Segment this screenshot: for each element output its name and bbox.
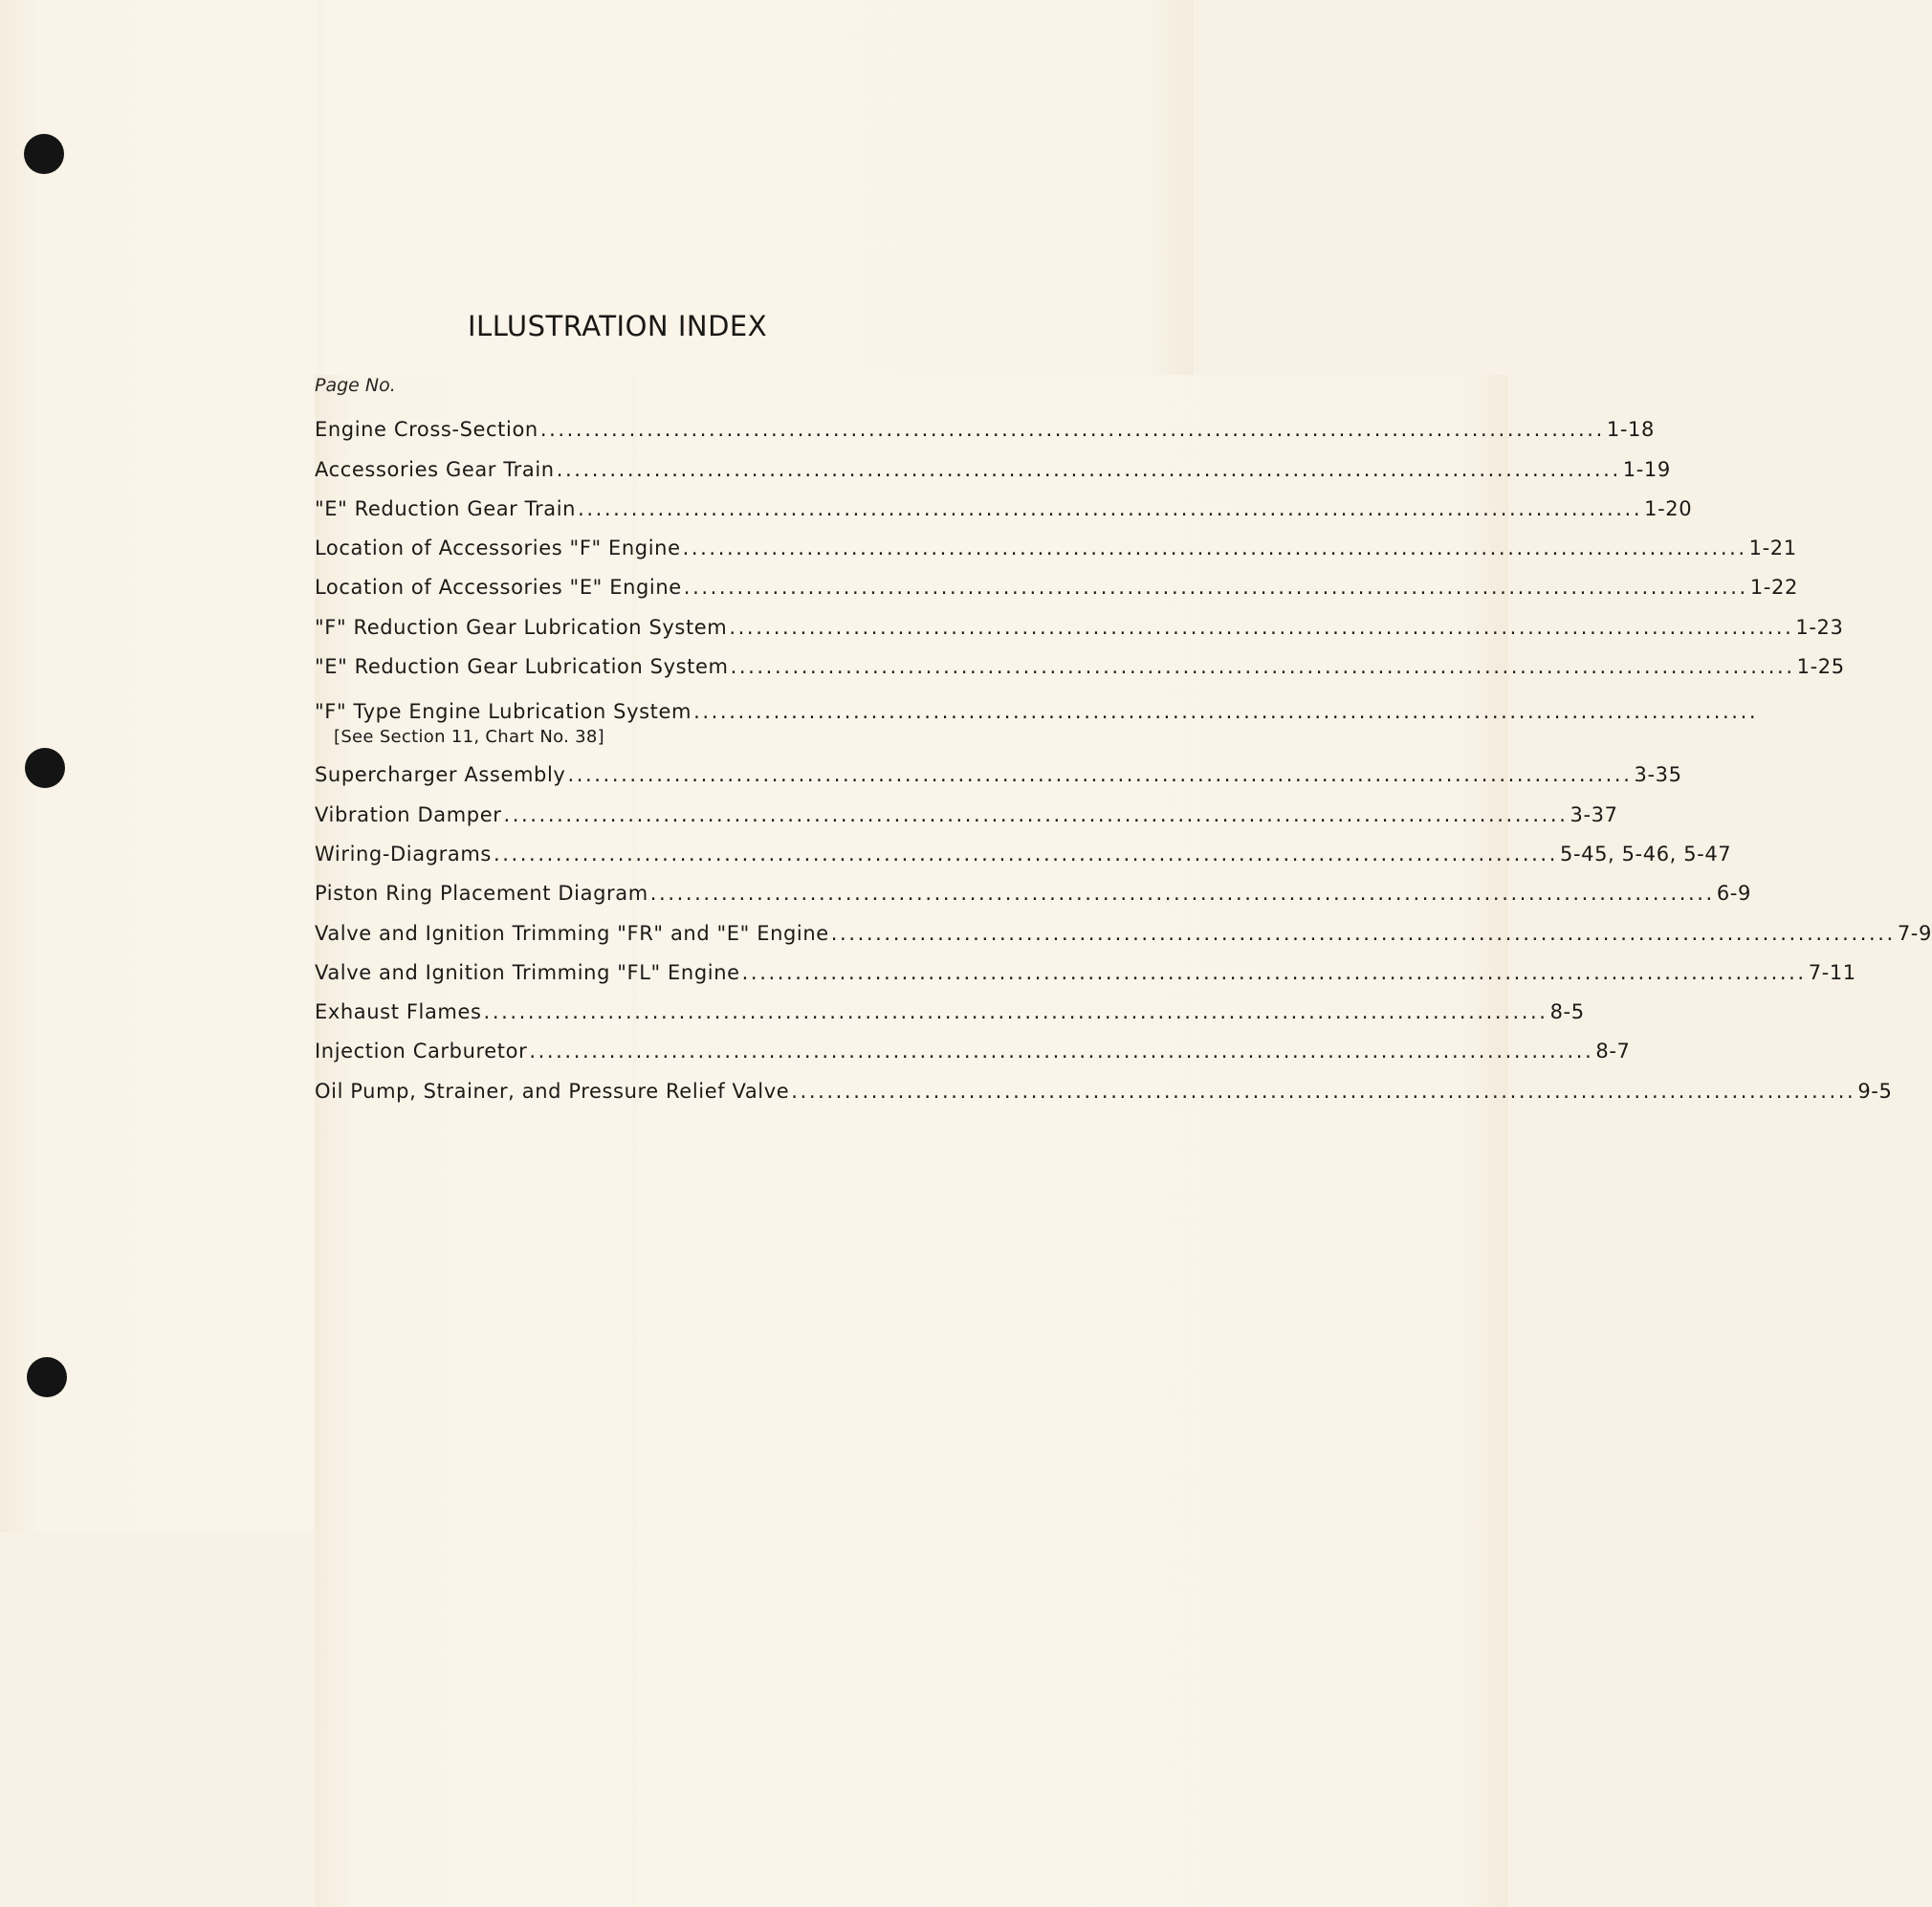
entry-page: 1-19 (1622, 457, 1671, 481)
dot-leader: ........................................................................................................................ (729, 615, 1794, 639)
entry-page: 1-22 (1749, 576, 1798, 600)
dot-leader: ........................................................................................................................ (578, 496, 1643, 520)
dot-leader: ........................................................................................................................ (683, 576, 1748, 600)
dot-leader: ........................................................................................................................ (539, 418, 1605, 442)
page-title: ILLUSTRATION INDEX (468, 310, 768, 342)
index-entry (315, 402, 1655, 442)
entry-page: 3-37 (1570, 802, 1618, 826)
dot-leader: ........................................................................................................................ (741, 960, 1807, 984)
column-header-page: Page No. (315, 375, 1508, 1907)
entry-page: 3-35 (1634, 763, 1682, 787)
entry-label: "E" Reduction Gear Train (315, 496, 577, 520)
dot-leader: ........................................................................................................................ (503, 802, 1569, 826)
index-entry (315, 599, 1844, 639)
index-entry (315, 1063, 1893, 1103)
index-entry (315, 866, 1751, 906)
entry-label: Valve and Ignition Trimming "FL" Engine (315, 960, 740, 984)
entry-label: Injection Carburetor (315, 1040, 528, 1063)
dot-leader: ........................................................................................................................ (483, 1000, 1548, 1024)
dot-leader: ........................................................................................................................ (529, 1040, 1594, 1063)
entry-label: Exhaust Flames (315, 1000, 482, 1024)
entry-page: 5-45, 5-46, 5-47 (1559, 842, 1732, 866)
index-entry (315, 559, 1798, 600)
binder-hole (24, 134, 64, 174)
index-entry (315, 786, 1618, 826)
binder-hole (25, 748, 65, 788)
index-entry (315, 984, 1585, 1024)
entry-label: Piston Ring Placement Diagram (315, 882, 648, 906)
index-entry (315, 826, 1732, 866)
dot-leader: ........................................................................................................................ (730, 655, 1795, 679)
entry-page: 8-7 (1595, 1040, 1631, 1063)
entry-page: 1-18 (1606, 418, 1655, 442)
dot-leader: ........................................................................................................................ (682, 537, 1747, 560)
entry-page: 7-9 (1897, 921, 1932, 945)
index-entries (315, 402, 1932, 1103)
index-entry (315, 905, 1932, 945)
index-entry (315, 747, 1682, 787)
dot-leader: ........................................................................................................................ (693, 700, 1759, 724)
entry-label: Location of Accessories "F" Engine (315, 537, 681, 560)
dot-leader: ........................................................................................................................ (556, 457, 1621, 481)
entry-page: 8-5 (1549, 1000, 1585, 1024)
dot-leader: ........................................................................................................................ (649, 882, 1715, 906)
entry-label: Wiring-Diagrams (315, 842, 492, 866)
binder-hole (27, 1357, 67, 1397)
index-entry (315, 639, 1845, 679)
entry-label: Accessories Gear Train (315, 457, 555, 481)
entry-label: Vibration Damper (315, 802, 502, 826)
index-entry (315, 678, 1759, 748)
index-entry (315, 945, 1856, 984)
entry-label: Valve and Ignition Trimming "FR" and "E" Engine (315, 921, 829, 945)
entry-label: "F" Type Engine Lubrication System (315, 700, 692, 724)
index-entry (315, 481, 1693, 520)
entry-page: 1-21 (1748, 537, 1797, 560)
entry-page: 6-9 (1716, 882, 1751, 906)
dot-leader: ........................................................................................................................ (567, 763, 1633, 787)
dot-leader: ........................................................................................................................ (830, 921, 1896, 945)
entry-label: "F" Reduction Gear Lubrication System (315, 615, 728, 639)
index-entry (315, 1023, 1631, 1063)
entry-page: 7-11 (1808, 960, 1856, 984)
entry-page: 1-25 (1796, 655, 1845, 679)
entry-page: 9-5 (1857, 1079, 1893, 1103)
entry-label: Oil Pump, Strainer, and Pressure Relief Valve (315, 1079, 790, 1103)
entry-note: [See Section 11, Chart No. 38] (334, 727, 604, 748)
entry-label: "E" Reduction Gear Lubrication System (315, 655, 729, 679)
entry-page: 1-20 (1644, 496, 1693, 520)
dot-leader: ........................................................................................................................ (493, 842, 1558, 866)
entry-label: Supercharger Assembly (315, 763, 566, 787)
index-entry (315, 441, 1671, 481)
index-entry (315, 520, 1797, 560)
entry-label: Location of Accessories "E" Engine (315, 576, 682, 600)
entry-page: 1-23 (1795, 615, 1844, 639)
dot-leader: ........................................................................................................................ (791, 1079, 1856, 1103)
entry-label: Engine Cross-Section (315, 418, 538, 442)
